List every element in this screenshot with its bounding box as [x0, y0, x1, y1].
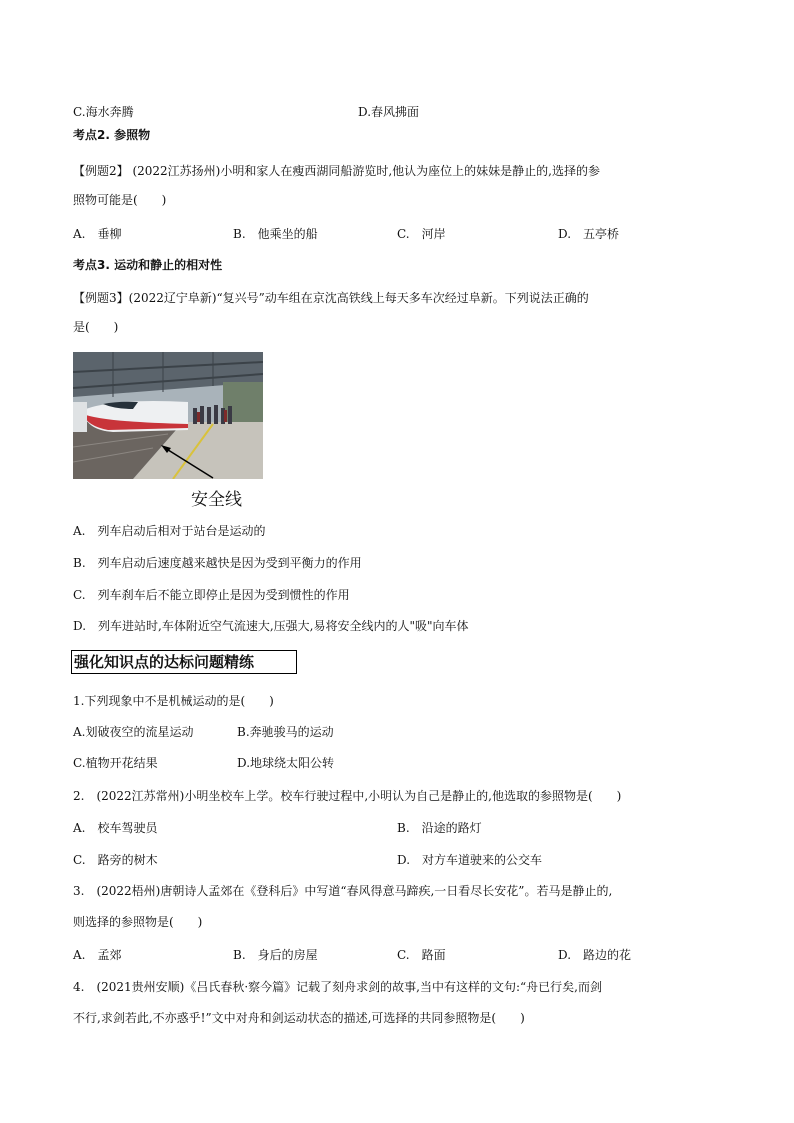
example-3-line-1: 【例题3】(2022辽宁阜新)“复兴号”动车组在京沈高铁线上每天多车次经过阜新。下列说法正确的 [73, 291, 589, 305]
option-d: D.春风拂面 [358, 105, 420, 119]
question-3-option-c: C. 路面 [397, 948, 446, 962]
kaodian-3-title: 考点3. 运动和静止的相对性 [73, 258, 223, 272]
question-3-line-1: 3. (2022梧州)唐朝诗人孟郊在《登科后》中写道“春风得意马蹄疾,一日看尽长安花”。若马是静止的, [73, 884, 613, 898]
example-3-option-c: C. 列车刹车后不能立即停止是因为受到惯性的作用 [73, 588, 350, 602]
option-c: C.海水奔腾 [73, 105, 134, 119]
question-2-option-b: B. 沿途的路灯 [397, 821, 482, 835]
question-3-line-2: 则选择的参照物是( ) [73, 915, 203, 929]
example-2-line-1: 【例题2】 (2022江苏扬州)小明和家人在瘦西湖同船游览时,他认为座位上的妹妹是静止的,选择的参 [73, 164, 600, 178]
question-2-option-a: A. 校车驾驶员 [73, 821, 158, 835]
train-station-photo [73, 352, 263, 479]
question-1-stem: 1.下列现象中不是机械运动的是( ) [73, 694, 274, 708]
question-1-option-a: A.划破夜空的流星运动 [73, 725, 194, 739]
question-3-option-d: D. 路边的花 [558, 948, 632, 962]
kaodian-2-title: 考点2. 参照物 [73, 128, 151, 142]
example-3-option-b: B. 列车启动后速度越来越快是因为受到平衡力的作用 [73, 556, 362, 570]
example-2-line-2: 照物可能是( ) [73, 193, 167, 207]
question-1-option-d: D.地球绕太阳公转 [237, 756, 335, 770]
example-3-option-d: D. 列车进站时,车体附近空气流速大,压强大,易将安全线内的人"吸"向车体 [73, 619, 469, 633]
question-2-option-d: D. 对方车道驶来的公交车 [397, 853, 543, 867]
example-2-option-d: D. 五亭桥 [558, 227, 620, 241]
question-4-line-2: 不行,求剑若此,不亦惑乎!”文中对舟和剑运动状态的描述,可选择的共同参照物是( ) [73, 1011, 525, 1025]
question-1-option-c: C.植物开花结果 [73, 756, 158, 770]
section-title: 强化知识点的达标问题精练 [71, 650, 297, 674]
example-2-option-c: C. 河岸 [397, 227, 446, 241]
question-1-option-b: B.奔驰骏马的运动 [237, 725, 334, 739]
photo-caption: 安全线 [191, 490, 242, 510]
example-3-option-a: A. 列车启动后相对于站台是运动的 [73, 524, 266, 538]
question-2-stem: 2. (2022江苏常州)小明坐校车上学。校车行驶过程中,小明认为自己是静止的,他选取的参照物是( ) [73, 789, 622, 803]
question-3-option-a: A. 孟郊 [73, 948, 122, 962]
question-4-line-1: 4. (2021贵州安顺)《吕氏春秋·察今篇》记载了刻舟求剑的故事,当中有这样的文句:“舟已行矣,而剑 [73, 980, 602, 994]
example-2-option-a: A. 垂柳 [73, 227, 122, 241]
example-3-line-2: 是( ) [73, 320, 119, 334]
example-2-option-b: B. 他乘坐的船 [233, 227, 318, 241]
question-2-option-c: C. 路旁的树木 [73, 853, 158, 867]
question-3-option-b: B. 身后的房屋 [233, 948, 318, 962]
